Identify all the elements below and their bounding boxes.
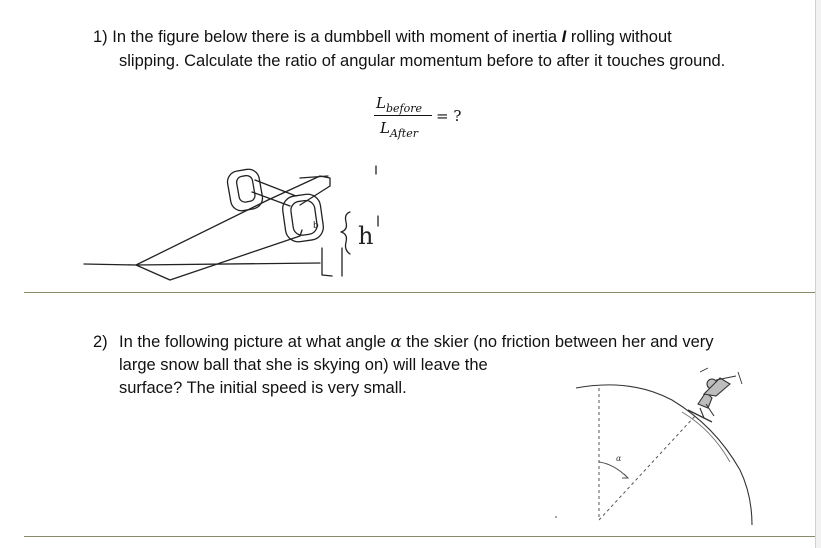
- alpha-symbol: α: [390, 332, 402, 351]
- angle-arc: [599, 462, 628, 478]
- wheel-mark-label: b: [313, 221, 319, 231]
- question1-line2: slipping. Calculate the ratio of angular momentum before to after it touches ground.: [119, 52, 726, 70]
- angle-label: α: [616, 454, 622, 463]
- formula-numerator: $L_{before}$: [376, 94, 422, 115]
- radius-to-skier: [599, 416, 695, 520]
- section-divider-bottom: [24, 536, 815, 537]
- question2-text: 2) In the following picture at what angle α the skier (no friction between her and very large snow ball that she is skying on) will leave the surface? The initial speed is very small.: [93, 332, 714, 397]
- skier: [688, 368, 742, 422]
- inertia-symbol: I: [561, 28, 567, 46]
- question1-line1: 1) In the figure below there is a dumbbell with moment of inertia I rolling without: [93, 28, 672, 46]
- formula-equals: = ?: [436, 107, 462, 125]
- height-label: h: [358, 222, 374, 250]
- question2-number: 2): [93, 333, 108, 351]
- formula-denominator: $L_{After}$: [380, 119, 418, 140]
